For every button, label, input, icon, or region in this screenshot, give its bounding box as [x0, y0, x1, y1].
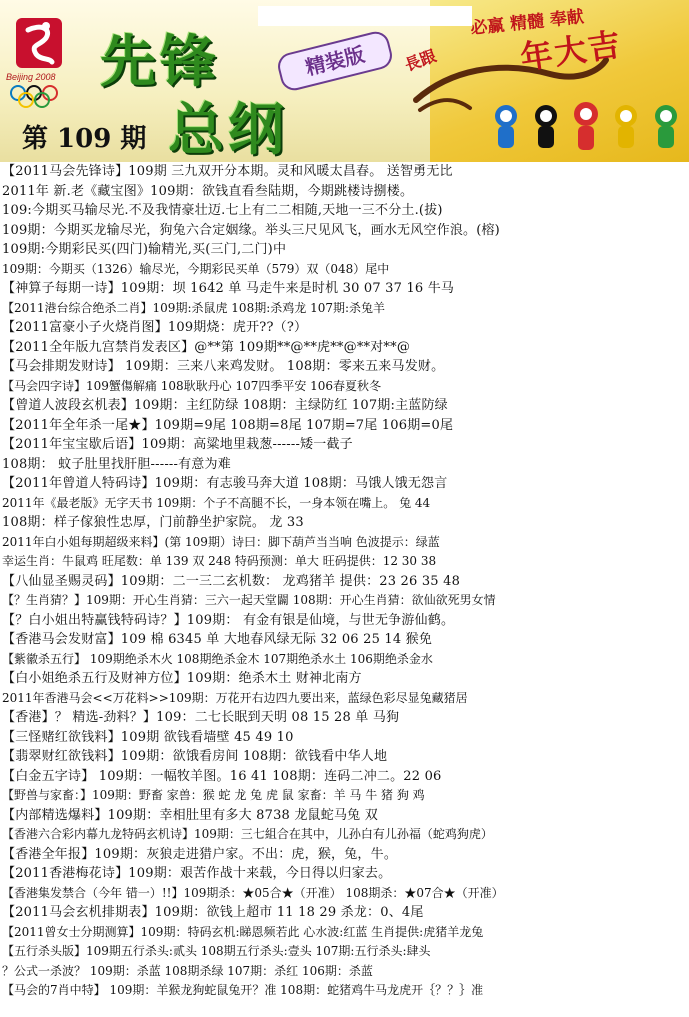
text-line: 【香港马会发财富】109 棉 6345 单 大地春风绿无际 32 06 25 14 猴免 — [2, 632, 433, 647]
text-line: 【八仙显圣赐灵码】109期：二一三二玄机数： 龙鸡猪羊 提供：23 26 35 48 — [2, 573, 461, 589]
text-line: 108期： 蚊子肚里找肝胆------有意为难 — [2, 456, 231, 472]
beijing-emblem-icon — [10, 14, 68, 72]
text-line: 109期：今期买（1326）输尽光，今期彩民买单（579）双（048）尾中 — [2, 261, 390, 276]
text-line: 【五行杀头版】109期五行杀头:贰头 108期五行杀头:壹头 107期:五行杀头:肆头 — [2, 944, 431, 958]
text-line: 【2011香港梅花诗】109期：艰苦作战十来载，今日得以归家去。 — [2, 866, 392, 881]
text-line: 【2011曾女士分期测算】109期：特码玄机:睇恩频若此 心水波:红蓝 生肖提供:虎猪羊龙兔 — [2, 924, 484, 939]
text-line: 【？白小姐出特赢钱特码诗？】109期： 有金有银是仙境，与世无争游仙鹤。 — [2, 612, 455, 628]
text-line: 109期：今期买龙输尽光，狗兔六合定姻缘。举头三尺见风飞，画水无风空作浪。(榕) — [2, 222, 500, 238]
text-line: 【马会的7肖中特】 109期：羊猴龙狗蛇鼠兔开？准 108期：蛇猪鸡牛马龙虎开｛？？｝准 — [2, 983, 484, 997]
text-line: 【香港六合彩内幕九龙特码玄机诗】109期：三七組合在其中，儿孙白有儿孙福（蛇鸡狗虎） — [2, 827, 493, 841]
text-line: 【香港】？ 精选-劲料？】109：二七长眠到天明 08 15 28 单 马狗 — [2, 710, 400, 725]
text-line: 【白金五字诗】 109期：一幅牧羊图。16 41 108期：连码二冲二。22 06 — [2, 768, 442, 784]
text-line: 【2011富豪小子火烧肖图】109期烧：虎开??（?） — [2, 320, 308, 335]
text-line: 【2011年全年杀一尾★】109期=9尾 108期=8尾 107期=7尾 106期=0尾 — [2, 417, 454, 433]
text-line: 【野兽与家畜：】109期：野畜 家兽：猴 蛇 龙 兔 虎 鼠 家畜：羊 马 牛 猪 狗 鸡 — [2, 788, 425, 802]
edition-badge: 精装版 — [275, 29, 395, 93]
text-line: 【翡翠财红欲钱料】109期：欲饿看房间 108期：欲钱看中华人地 — [2, 749, 388, 764]
olympic-rings-icon — [8, 84, 80, 108]
text-line: 【2011马会先锋诗】109期 三九双开分本期。灵和风暖太昌春。 送智勇无比 — [2, 164, 453, 179]
tagline: 必赢 精髓 奉献 — [469, 7, 585, 39]
issue-number: 第 109 期 — [22, 124, 147, 154]
text-line: ？公式一杀波？ 109期：杀蓝 108期杀绿 107期：杀红 106期：杀蓝 — [2, 963, 373, 978]
brand-subtitle: 总纲 — [168, 98, 288, 162]
text-line: 【？生肖猜？】109期：开心生肖猜：三六一起天堂闢 108期：开心生肖猜：欲仙欲死男女情 — [2, 593, 496, 607]
header-banner — [0, 0, 689, 162]
text-line: 【内部精选爆料】109期：幸相肚里有多大 8738 龙鼠蛇马兔 双 — [2, 807, 378, 823]
text-line: 【2011马会玄机排期表】109期：欲钱上超市 11 18 29 杀龙：0、4尾 — [2, 905, 424, 920]
follow-text: 長跟 — [402, 46, 439, 75]
text-line: 2011年《最老版》无字天书 109期：个子不高腿不长，一身本领在嘴上。 兔 44 — [2, 495, 431, 510]
text-line: 【白小姐绝杀五行及财神方位】109期：绝杀木土 财神北南方 — [2, 671, 362, 686]
text-line: 109期:今期彩民买(四门)输精光,买(三门,二门)中 — [2, 242, 287, 257]
text-line: 【马会排期发财诗】 109期：三来八来鸡发财。 108期：零来五来马发财。 — [2, 359, 445, 374]
text-line: 【2011年宝宝歇后语】109期：高粱地里栽葱------矮一截子 — [2, 437, 353, 452]
text-line: 【紫徽杀五行】 109期绝杀木火 108期绝杀金木 107期绝杀水土 106期绝杀金水 — [2, 651, 433, 666]
text-line: 【香港集发禁合（今年 错一）!!】109期杀：★05合★（开准） 108期杀：★07合★（开准） — [2, 885, 504, 900]
text-line: 【香港全年报】109期：灰狼走进猎户家。不出：虎，猴，兔，牛。 — [2, 846, 398, 862]
text-line: 幸运生肖：牛鼠鸡 旺尾数：单 139 双 248 特码预测：单大 旺码提供：12 30 38 — [2, 554, 437, 568]
text-line: 108期：样子傢狼性忠厚，门前静坐护家院。 龙 33 — [2, 515, 304, 530]
beijing-text: Beijing 2008 — [6, 72, 56, 82]
header-white-strip — [258, 6, 472, 26]
text-line: 【曾道人波段玄机表】109期：主红防绿 108期：主绿防红 107期:主蓝防绿 — [2, 398, 448, 413]
text-line: 【2011年曾道人特码诗】109期：有志骏马奔大道 108期：马饿人饿无怨言 — [2, 476, 448, 491]
fuwa-mascots-icon — [486, 98, 686, 158]
text-line: 2011年白小姐每期超级来料】(第 109期）诗曰：脚下葫芦当当响 色波提示：绿蓝 — [2, 534, 440, 549]
text-line: 【三怪赌红欲钱料】109期 欲钱看墙壁 45 49 10 — [2, 729, 294, 745]
big-luck-text: 年大吉 — [518, 25, 625, 77]
text-line: 【马会四字诗】109蟹傷解痛 108耿耿丹心 107四季平安 106春夏秋冬 — [2, 378, 382, 393]
text-line: 【2011全年版九宫禁肖发表区】@**第 109期**@**虎**@**对**@ — [2, 339, 411, 355]
text-line: 109:今期买马输尽光.不及我情豪壮迈.七上有二二相随,天地一三不分土.(拔) — [2, 203, 443, 218]
text-line: 2011年 新.老《藏宝图》109期：欲钱直看叁陆期，今期跳楼诗捌楼。 — [2, 183, 414, 199]
brand-title: 先锋 — [100, 30, 220, 95]
text-line: 【2011港台综合绝杀二肖】109期:杀鼠虎 108期:杀鸡龙 107期:杀兔羊 — [2, 300, 386, 315]
text-body — [0, 162, 689, 1001]
text-line: 2011年香港马会<<万花料>>109期：万花开右边四九要出来，蓝绿色彩尽显兔藏猪居 — [2, 690, 468, 705]
text-line: 【神算子每期一诗】109期：坝 1642 单 马走牛来是时机 30 07 37 16 牛马 — [2, 281, 455, 296]
